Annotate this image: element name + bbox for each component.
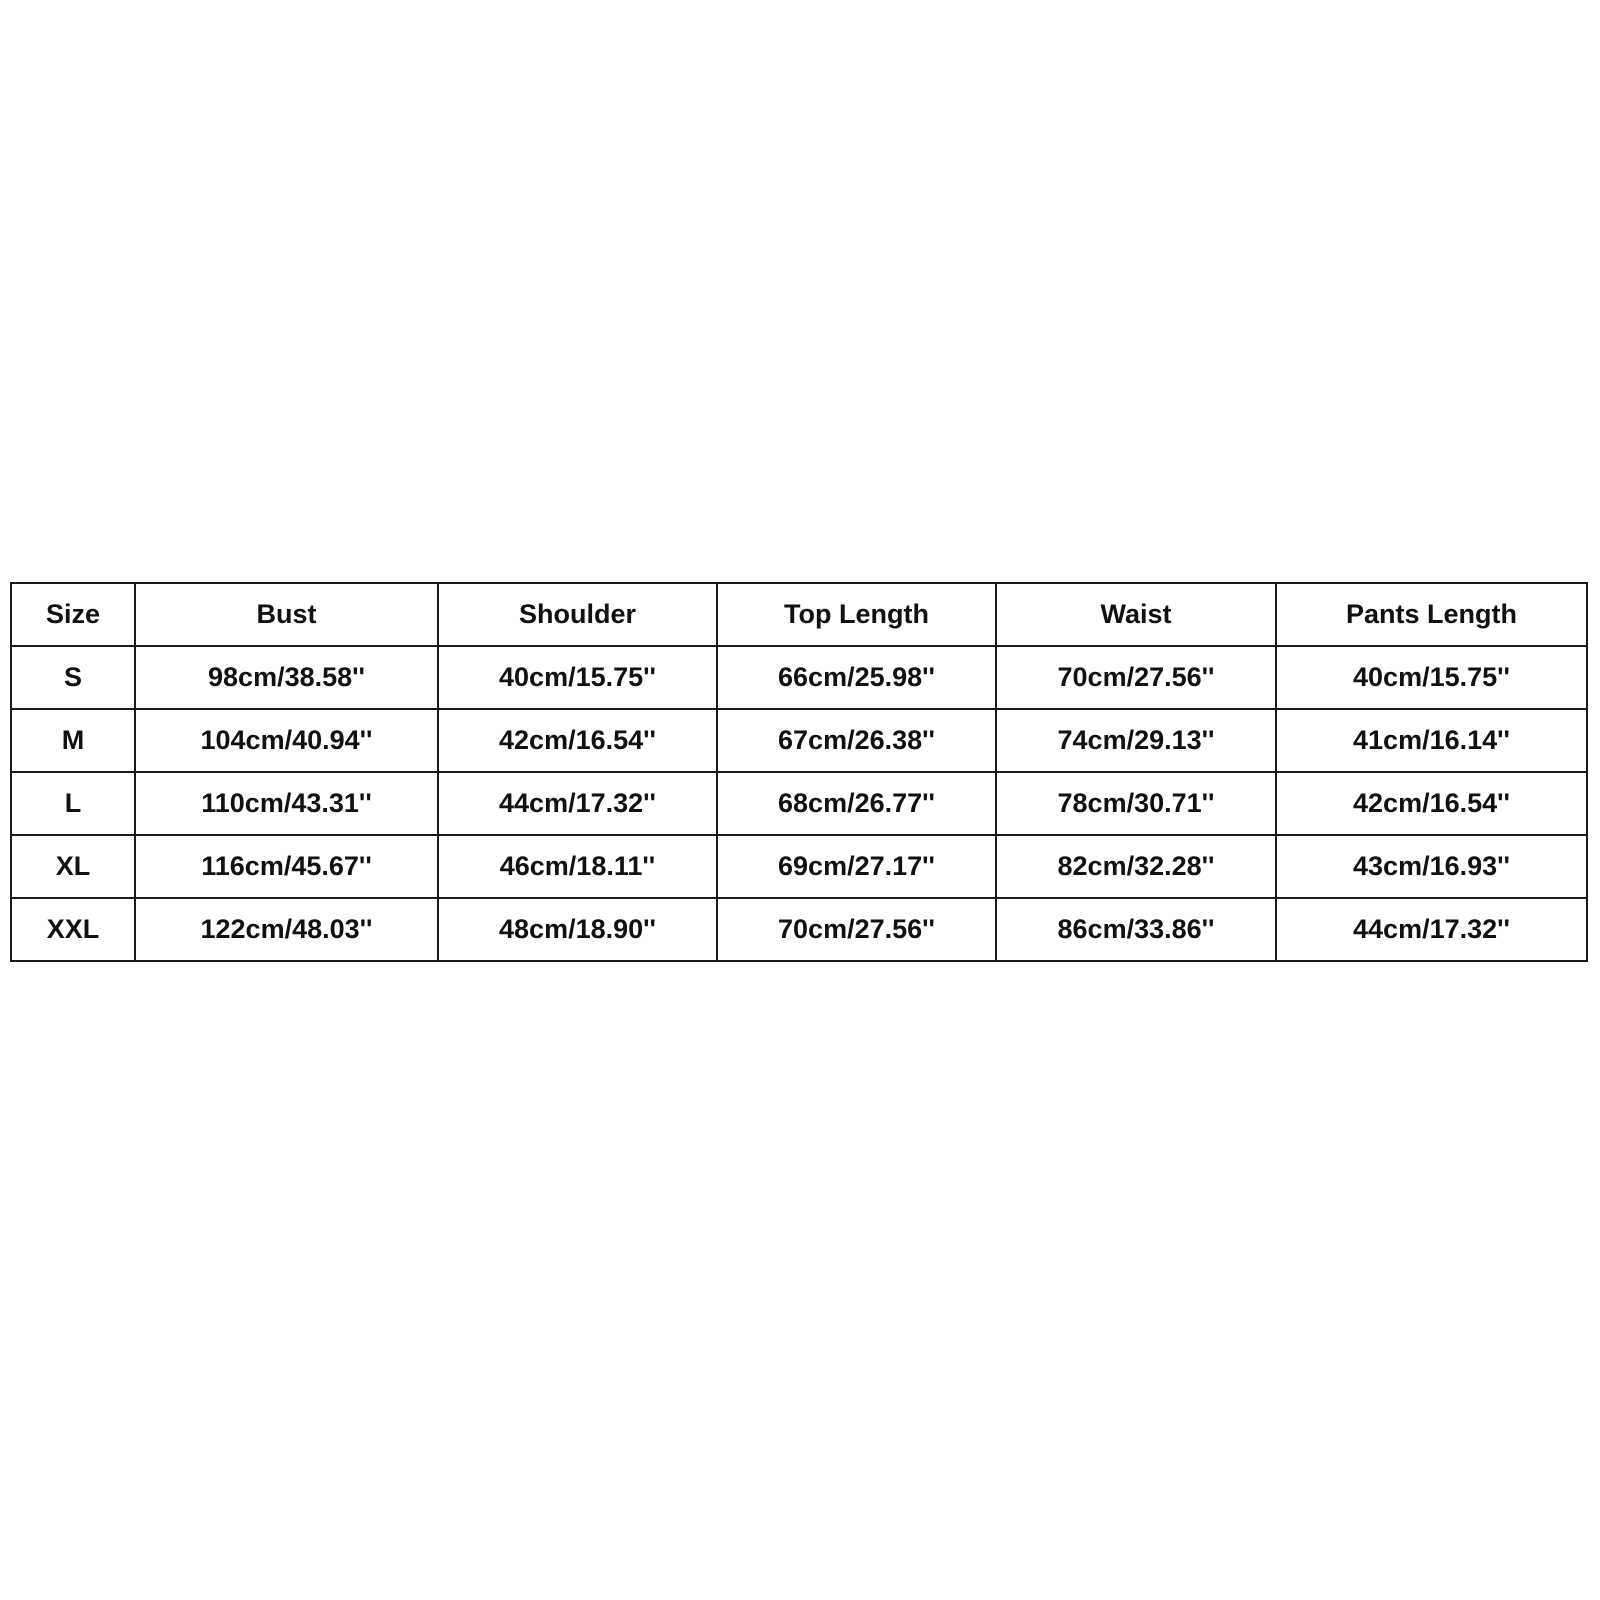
header-bust: Bust bbox=[135, 583, 438, 646]
cell-shoulder: 40cm/15.75'' bbox=[438, 646, 717, 709]
cell-waist: 82cm/32.28'' bbox=[996, 835, 1276, 898]
cell-waist: 70cm/27.56'' bbox=[996, 646, 1276, 709]
cell-size: M bbox=[11, 709, 135, 772]
table-row bbox=[11, 835, 1587, 898]
cell-shoulder: 44cm/17.32'' bbox=[438, 772, 717, 835]
cell-shoulder: 48cm/18.90'' bbox=[438, 898, 717, 961]
cell-top-length: 68cm/26.77'' bbox=[717, 772, 996, 835]
cell-waist: 74cm/29.13'' bbox=[996, 709, 1276, 772]
table-row bbox=[11, 898, 1587, 961]
cell-top-length: 70cm/27.56'' bbox=[717, 898, 996, 961]
cell-shoulder: 46cm/18.11'' bbox=[438, 835, 717, 898]
header-waist: Waist bbox=[996, 583, 1276, 646]
table-row bbox=[11, 772, 1587, 835]
cell-pants-length: 43cm/16.93'' bbox=[1276, 835, 1587, 898]
table-row bbox=[11, 646, 1587, 709]
header-pants-length: Pants Length bbox=[1276, 583, 1587, 646]
table-row bbox=[11, 709, 1587, 772]
header-top-length: Top Length bbox=[717, 583, 996, 646]
cell-waist: 86cm/33.86'' bbox=[996, 898, 1276, 961]
size-chart-table bbox=[10, 582, 1588, 962]
cell-shoulder: 42cm/16.54'' bbox=[438, 709, 717, 772]
cell-size: S bbox=[11, 646, 135, 709]
cell-size: XL bbox=[11, 835, 135, 898]
cell-bust: 98cm/38.58'' bbox=[135, 646, 438, 709]
cell-size: XXL bbox=[11, 898, 135, 961]
cell-waist: 78cm/30.71'' bbox=[996, 772, 1276, 835]
cell-top-length: 67cm/26.38'' bbox=[717, 709, 996, 772]
cell-pants-length: 44cm/17.32'' bbox=[1276, 898, 1587, 961]
cell-bust: 122cm/48.03'' bbox=[135, 898, 438, 961]
cell-pants-length: 40cm/15.75'' bbox=[1276, 646, 1587, 709]
cell-top-length: 66cm/25.98'' bbox=[717, 646, 996, 709]
cell-pants-length: 41cm/16.14'' bbox=[1276, 709, 1587, 772]
header-shoulder: Shoulder bbox=[438, 583, 717, 646]
table-header-row bbox=[11, 583, 1587, 646]
cell-bust: 116cm/45.67'' bbox=[135, 835, 438, 898]
cell-top-length: 69cm/27.17'' bbox=[717, 835, 996, 898]
cell-size: L bbox=[11, 772, 135, 835]
cell-bust: 110cm/43.31'' bbox=[135, 772, 438, 835]
cell-pants-length: 42cm/16.54'' bbox=[1276, 772, 1587, 835]
cell-bust: 104cm/40.94'' bbox=[135, 709, 438, 772]
header-size: Size bbox=[11, 583, 135, 646]
